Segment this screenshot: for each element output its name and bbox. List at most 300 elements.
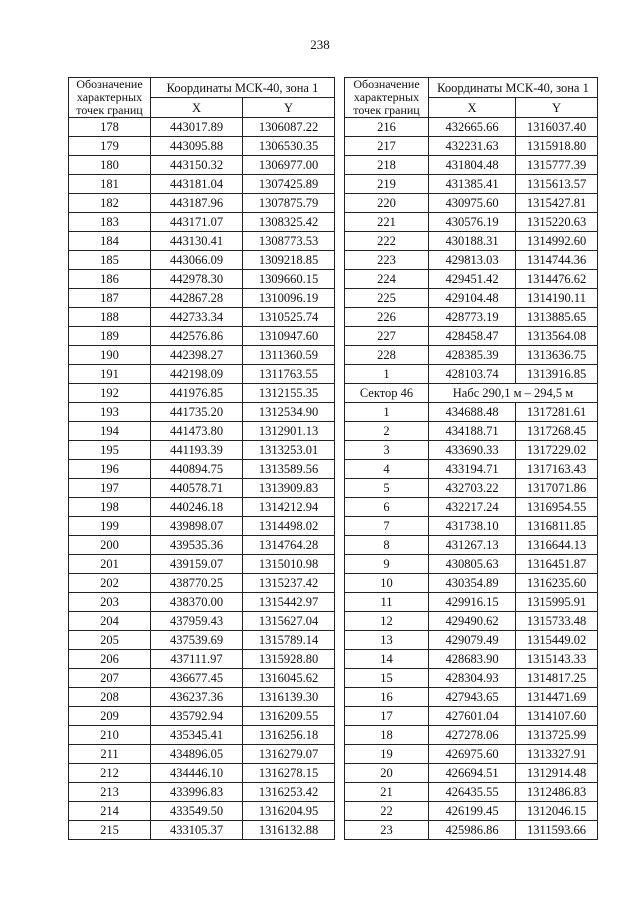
point-id-cell: 226 — [345, 308, 429, 327]
point-id-cell: 218 — [345, 156, 429, 175]
x-coordinate-cell: 441976.85 — [151, 384, 243, 403]
y-coordinate-cell: 1316037.40 — [516, 118, 598, 137]
point-id-cell: 201 — [69, 555, 151, 574]
x-coordinate-cell: 437111.97 — [151, 650, 243, 669]
y-coordinate-cell: 1317268.45 — [516, 422, 598, 441]
table-row — [69, 384, 335, 403]
table-row — [345, 327, 598, 346]
point-id-cell: 178 — [69, 118, 151, 137]
left-table-body — [69, 118, 335, 840]
y-coordinate-cell: 1311593.66 — [516, 821, 598, 840]
y-coordinate-cell: 1315733.48 — [516, 612, 598, 631]
point-id-cell: 12 — [345, 612, 429, 631]
point-id-cell: 17 — [345, 707, 429, 726]
y-coordinate-cell: 1312046.15 — [516, 802, 598, 821]
table-row — [345, 631, 598, 650]
table-row — [69, 612, 335, 631]
point-id-cell: 191 — [69, 365, 151, 384]
point-id-cell: 198 — [69, 498, 151, 517]
table-row — [69, 479, 335, 498]
x-coordinate-cell: 437539.69 — [151, 631, 243, 650]
header-coordinate-system: Координаты МСК-40, зона 1 — [151, 78, 335, 98]
y-coordinate-cell: 1308773.53 — [243, 232, 335, 251]
table-row — [69, 555, 335, 574]
point-id-cell: 13 — [345, 631, 429, 650]
table-row — [345, 821, 598, 840]
point-id-cell: 181 — [69, 175, 151, 194]
x-coordinate-cell: 443171.07 — [151, 213, 243, 232]
y-coordinate-cell: 1310096.19 — [243, 289, 335, 308]
table-row — [69, 574, 335, 593]
point-id-cell: 11 — [345, 593, 429, 612]
table-row — [345, 422, 598, 441]
y-coordinate-cell: 1316204.95 — [243, 802, 335, 821]
right-table-body-b — [345, 403, 598, 840]
table-row — [69, 175, 335, 194]
y-coordinate-cell: 1311360.59 — [243, 346, 335, 365]
x-coordinate-cell: 442733.34 — [151, 308, 243, 327]
x-coordinate-cell: 430975.60 — [429, 194, 516, 213]
table-row — [345, 688, 598, 707]
table-row — [345, 441, 598, 460]
x-coordinate-cell: 443095.88 — [151, 137, 243, 156]
point-id-cell: 217 — [345, 137, 429, 156]
point-id-cell: 222 — [345, 232, 429, 251]
point-id-cell: 224 — [345, 270, 429, 289]
x-coordinate-cell: 439535.36 — [151, 536, 243, 555]
y-coordinate-cell: 1314498.02 — [243, 517, 335, 536]
x-coordinate-cell: 428304.93 — [429, 669, 516, 688]
x-coordinate-cell: 426435.55 — [429, 783, 516, 802]
table-row — [345, 536, 598, 555]
point-id-cell: 15 — [345, 669, 429, 688]
y-coordinate-cell: 1315627.04 — [243, 612, 335, 631]
table-row — [345, 308, 598, 327]
x-coordinate-cell: 431738.10 — [429, 517, 516, 536]
x-coordinate-cell: 440578.71 — [151, 479, 243, 498]
y-coordinate-cell: 1313564.08 — [516, 327, 598, 346]
x-coordinate-cell: 428683.90 — [429, 650, 516, 669]
x-coordinate-cell: 430805.63 — [429, 555, 516, 574]
table-row — [345, 726, 598, 745]
table-row — [345, 213, 598, 232]
x-coordinate-cell: 433194.71 — [429, 460, 516, 479]
x-coordinate-cell: 432231.63 — [429, 137, 516, 156]
table-row — [69, 327, 335, 346]
header-x: X — [151, 98, 243, 118]
x-coordinate-cell: 426975.60 — [429, 745, 516, 764]
table-row — [345, 764, 598, 783]
table-row — [345, 346, 598, 365]
x-coordinate-cell: 426199.45 — [429, 802, 516, 821]
table-row — [345, 365, 598, 384]
x-coordinate-cell: 438370.00 — [151, 593, 243, 612]
point-id-cell: 186 — [69, 270, 151, 289]
y-coordinate-cell: 1314764.28 — [243, 536, 335, 555]
x-coordinate-cell: 439898.07 — [151, 517, 243, 536]
table-row — [69, 707, 335, 726]
point-id-cell: 208 — [69, 688, 151, 707]
table-row — [69, 365, 335, 384]
x-coordinate-cell: 439159.07 — [151, 555, 243, 574]
x-coordinate-cell: 429104.48 — [429, 289, 516, 308]
table-row — [345, 289, 598, 308]
x-coordinate-cell: 429079.49 — [429, 631, 516, 650]
point-id-cell: 14 — [345, 650, 429, 669]
x-coordinate-cell: 431385.41 — [429, 175, 516, 194]
table-row — [69, 346, 335, 365]
point-id-cell: 221 — [345, 213, 429, 232]
table-row — [345, 555, 598, 574]
sector-section — [345, 384, 598, 403]
y-coordinate-cell: 1314476.62 — [516, 270, 598, 289]
table-row — [69, 194, 335, 213]
x-coordinate-cell: 427601.04 — [429, 707, 516, 726]
y-coordinate-cell: 1306087.22 — [243, 118, 335, 137]
page-number: 238 — [310, 37, 330, 52]
point-id-cell: 202 — [69, 574, 151, 593]
table-row — [69, 688, 335, 707]
y-coordinate-cell: 1316256.18 — [243, 726, 335, 745]
header-point-label: Обозначение характерных точек границ — [69, 78, 151, 118]
point-id-cell: 195 — [69, 441, 151, 460]
table-row — [69, 669, 335, 688]
y-coordinate-cell: 1315010.98 — [243, 555, 335, 574]
point-id-cell: 18 — [345, 726, 429, 745]
point-id-cell: 21 — [345, 783, 429, 802]
table-row — [69, 764, 335, 783]
point-id-cell: 200 — [69, 536, 151, 555]
header-coordinate-system: Координаты МСК-40, зона 1 — [429, 78, 598, 98]
point-id-cell: 183 — [69, 213, 151, 232]
x-coordinate-cell: 431267.13 — [429, 536, 516, 555]
y-coordinate-cell: 1316954.55 — [516, 498, 598, 517]
table-row — [345, 403, 598, 422]
table-row — [69, 631, 335, 650]
y-coordinate-cell: 1312486.83 — [516, 783, 598, 802]
y-coordinate-cell: 1313885.65 — [516, 308, 598, 327]
point-id-cell: 189 — [69, 327, 151, 346]
table-row — [69, 270, 335, 289]
x-coordinate-cell: 442978.30 — [151, 270, 243, 289]
x-coordinate-cell: 428103.74 — [429, 365, 516, 384]
point-id-cell: 228 — [345, 346, 429, 365]
x-coordinate-cell: 442576.86 — [151, 327, 243, 346]
x-coordinate-cell: 433105.37 — [151, 821, 243, 840]
y-coordinate-cell: 1315928.80 — [243, 650, 335, 669]
x-coordinate-cell: 442867.28 — [151, 289, 243, 308]
sector-row — [345, 384, 598, 403]
y-coordinate-cell: 1314107.60 — [516, 707, 598, 726]
point-id-cell: 225 — [345, 289, 429, 308]
point-id-cell: 206 — [69, 650, 151, 669]
table-row — [345, 745, 598, 764]
x-coordinate-cell: 440894.75 — [151, 460, 243, 479]
y-coordinate-cell: 1317229.02 — [516, 441, 598, 460]
y-coordinate-cell: 1311763.55 — [243, 365, 335, 384]
y-coordinate-cell: 1315442.97 — [243, 593, 335, 612]
table-row — [69, 213, 335, 232]
table-row — [345, 574, 598, 593]
y-coordinate-cell: 1312914.48 — [516, 764, 598, 783]
x-coordinate-cell: 434896.05 — [151, 745, 243, 764]
x-coordinate-cell: 426694.51 — [429, 764, 516, 783]
y-coordinate-cell: 1315995.91 — [516, 593, 598, 612]
table-row — [69, 118, 335, 137]
table-row — [69, 821, 335, 840]
x-coordinate-cell: 440246.18 — [151, 498, 243, 517]
point-id-cell: 19 — [345, 745, 429, 764]
point-id-cell: 194 — [69, 422, 151, 441]
point-id-cell: 211 — [69, 745, 151, 764]
x-coordinate-cell: 432703.22 — [429, 479, 516, 498]
point-id-cell: 5 — [345, 479, 429, 498]
x-coordinate-cell: 429451.42 — [429, 270, 516, 289]
point-id-cell: 180 — [69, 156, 151, 175]
point-id-cell: 204 — [69, 612, 151, 631]
table-row — [345, 707, 598, 726]
point-id-cell: 10 — [345, 574, 429, 593]
y-coordinate-cell: 1315918.80 — [516, 137, 598, 156]
table-row — [345, 593, 598, 612]
table-row — [345, 270, 598, 289]
x-coordinate-cell: 436677.45 — [151, 669, 243, 688]
table-row — [69, 156, 335, 175]
y-coordinate-cell: 1310525.74 — [243, 308, 335, 327]
y-coordinate-cell: 1315789.14 — [243, 631, 335, 650]
y-coordinate-cell: 1315777.39 — [516, 156, 598, 175]
x-coordinate-cell: 428773.19 — [429, 308, 516, 327]
x-coordinate-cell: 425986.86 — [429, 821, 516, 840]
y-coordinate-cell: 1315449.02 — [516, 631, 598, 650]
coordinates-table-right — [344, 77, 598, 840]
x-coordinate-cell: 431804.48 — [429, 156, 516, 175]
x-coordinate-cell: 429813.03 — [429, 251, 516, 270]
y-coordinate-cell: 1316235.60 — [516, 574, 598, 593]
x-coordinate-cell: 427278.06 — [429, 726, 516, 745]
x-coordinate-cell: 433996.83 — [151, 783, 243, 802]
table-row — [345, 479, 598, 498]
point-id-cell: 196 — [69, 460, 151, 479]
table-row — [69, 726, 335, 745]
table-row — [345, 251, 598, 270]
table-row — [69, 441, 335, 460]
point-id-cell: 199 — [69, 517, 151, 536]
point-id-cell: 188 — [69, 308, 151, 327]
header-x: X — [429, 98, 516, 118]
table-row — [345, 137, 598, 156]
y-coordinate-cell: 1314471.69 — [516, 688, 598, 707]
x-coordinate-cell: 432217.24 — [429, 498, 516, 517]
x-coordinate-cell: 427943.65 — [429, 688, 516, 707]
y-coordinate-cell: 1316209.55 — [243, 707, 335, 726]
point-id-cell: 184 — [69, 232, 151, 251]
point-id-cell: 193 — [69, 403, 151, 422]
point-id-cell: 209 — [69, 707, 151, 726]
table-row — [345, 156, 598, 175]
point-id-cell: 7 — [345, 517, 429, 536]
table-row — [69, 251, 335, 270]
y-coordinate-cell: 1317281.61 — [516, 403, 598, 422]
y-coordinate-cell: 1306530.35 — [243, 137, 335, 156]
point-id-cell: 3 — [345, 441, 429, 460]
point-id-cell: 213 — [69, 783, 151, 802]
point-id-cell: 220 — [345, 194, 429, 213]
point-id-cell: 216 — [345, 118, 429, 137]
x-coordinate-cell: 429490.62 — [429, 612, 516, 631]
y-coordinate-cell: 1317163.43 — [516, 460, 598, 479]
y-coordinate-cell: 1316132.88 — [243, 821, 335, 840]
point-id-cell: 227 — [345, 327, 429, 346]
table-row — [69, 650, 335, 669]
table-row — [69, 137, 335, 156]
y-coordinate-cell: 1309660.15 — [243, 270, 335, 289]
table-row — [69, 593, 335, 612]
y-coordinate-cell: 1316139.30 — [243, 688, 335, 707]
table-row — [69, 498, 335, 517]
y-coordinate-cell: 1316279.07 — [243, 745, 335, 764]
y-coordinate-cell: 1316451.87 — [516, 555, 598, 574]
table-row — [345, 232, 598, 251]
y-coordinate-cell: 1315237.42 — [243, 574, 335, 593]
table-row — [345, 783, 598, 802]
x-coordinate-cell: 435345.41 — [151, 726, 243, 745]
point-id-cell: 223 — [345, 251, 429, 270]
point-id-cell: 203 — [69, 593, 151, 612]
y-coordinate-cell: 1315613.57 — [516, 175, 598, 194]
y-coordinate-cell: 1313725.99 — [516, 726, 598, 745]
table-row — [69, 308, 335, 327]
x-coordinate-cell: 443130.41 — [151, 232, 243, 251]
x-coordinate-cell: 442198.09 — [151, 365, 243, 384]
y-coordinate-cell: 1313589.56 — [243, 460, 335, 479]
x-coordinate-cell: 443150.32 — [151, 156, 243, 175]
y-coordinate-cell: 1316045.62 — [243, 669, 335, 688]
x-coordinate-cell: 441473.80 — [151, 422, 243, 441]
x-coordinate-cell: 429916.15 — [429, 593, 516, 612]
y-coordinate-cell: 1316811.85 — [516, 517, 598, 536]
x-coordinate-cell: 433690.33 — [429, 441, 516, 460]
point-id-cell: 179 — [69, 137, 151, 156]
y-coordinate-cell: 1313327.91 — [516, 745, 598, 764]
table-row — [69, 802, 335, 821]
point-id-cell: 207 — [69, 669, 151, 688]
y-coordinate-cell: 1309218.85 — [243, 251, 335, 270]
point-id-cell: 2 — [345, 422, 429, 441]
x-coordinate-cell: 437959.43 — [151, 612, 243, 631]
point-id-cell: 187 — [69, 289, 151, 308]
y-coordinate-cell: 1313636.75 — [516, 346, 598, 365]
point-id-cell: 16 — [345, 688, 429, 707]
y-coordinate-cell: 1314817.25 — [516, 669, 598, 688]
point-id-cell: 185 — [69, 251, 151, 270]
point-id-cell: 182 — [69, 194, 151, 213]
x-coordinate-cell: 443187.96 — [151, 194, 243, 213]
x-coordinate-cell: 434446.10 — [151, 764, 243, 783]
y-coordinate-cell: 1314744.36 — [516, 251, 598, 270]
table-row — [69, 232, 335, 251]
coordinates-table-left — [68, 77, 335, 840]
table-row — [69, 783, 335, 802]
table-row — [345, 118, 598, 137]
table-row — [345, 669, 598, 688]
point-id-cell: 9 — [345, 555, 429, 574]
x-coordinate-cell: 428385.39 — [429, 346, 516, 365]
point-id-cell: 22 — [345, 802, 429, 821]
x-coordinate-cell: 436237.36 — [151, 688, 243, 707]
y-coordinate-cell: 1308325.42 — [243, 213, 335, 232]
point-id-cell: 20 — [345, 764, 429, 783]
header-point-label: Обозначение характерных точек границ — [345, 78, 429, 118]
x-coordinate-cell: 441193.39 — [151, 441, 243, 460]
point-id-cell: 23 — [345, 821, 429, 840]
point-id-cell: 212 — [69, 764, 151, 783]
table-row — [345, 802, 598, 821]
y-coordinate-cell: 1310947.60 — [243, 327, 335, 346]
x-coordinate-cell: 443017.89 — [151, 118, 243, 137]
point-id-cell: 197 — [69, 479, 151, 498]
y-coordinate-cell: 1315143.33 — [516, 650, 598, 669]
table-row — [69, 745, 335, 764]
table-row — [345, 175, 598, 194]
table-row — [345, 498, 598, 517]
y-coordinate-cell: 1315220.63 — [516, 213, 598, 232]
table-row — [69, 422, 335, 441]
x-coordinate-cell: 443181.04 — [151, 175, 243, 194]
y-coordinate-cell: 1312534.90 — [243, 403, 335, 422]
table-row — [345, 194, 598, 213]
point-id-cell: 190 — [69, 346, 151, 365]
point-id-cell: 6 — [345, 498, 429, 517]
table-row — [69, 517, 335, 536]
table-row — [69, 460, 335, 479]
x-coordinate-cell: 435792.94 — [151, 707, 243, 726]
x-coordinate-cell: 434188.71 — [429, 422, 516, 441]
x-coordinate-cell: 441735.20 — [151, 403, 243, 422]
point-id-cell: 214 — [69, 802, 151, 821]
y-coordinate-cell: 1312901.13 — [243, 422, 335, 441]
y-coordinate-cell: 1316644.13 — [516, 536, 598, 555]
table-row — [69, 289, 335, 308]
y-coordinate-cell: 1313909.83 — [243, 479, 335, 498]
point-id-cell: 215 — [69, 821, 151, 840]
x-coordinate-cell: 432665.66 — [429, 118, 516, 137]
sector-label: Сектор 46 — [345, 384, 429, 403]
x-coordinate-cell: 442398.27 — [151, 346, 243, 365]
point-id-cell: 205 — [69, 631, 151, 650]
y-coordinate-cell: 1314212.94 — [243, 498, 335, 517]
point-id-cell: 219 — [345, 175, 429, 194]
table-row — [345, 650, 598, 669]
x-coordinate-cell: 434688.48 — [429, 403, 516, 422]
table-row — [345, 460, 598, 479]
point-id-cell: 192 — [69, 384, 151, 403]
y-coordinate-cell: 1314992.60 — [516, 232, 598, 251]
y-coordinate-cell: 1313916.85 — [516, 365, 598, 384]
point-id-cell: 1 — [345, 403, 429, 422]
header-y: Y — [243, 98, 335, 118]
y-coordinate-cell: 1306977.00 — [243, 156, 335, 175]
table-row — [345, 612, 598, 631]
y-coordinate-cell: 1307875.79 — [243, 194, 335, 213]
y-coordinate-cell: 1314190.11 — [516, 289, 598, 308]
point-id-cell: 4 — [345, 460, 429, 479]
x-coordinate-cell: 430188.31 — [429, 232, 516, 251]
point-id-cell: 1 — [345, 365, 429, 384]
point-id-cell: 210 — [69, 726, 151, 745]
x-coordinate-cell: 438770.25 — [151, 574, 243, 593]
y-coordinate-cell: 1317071.86 — [516, 479, 598, 498]
